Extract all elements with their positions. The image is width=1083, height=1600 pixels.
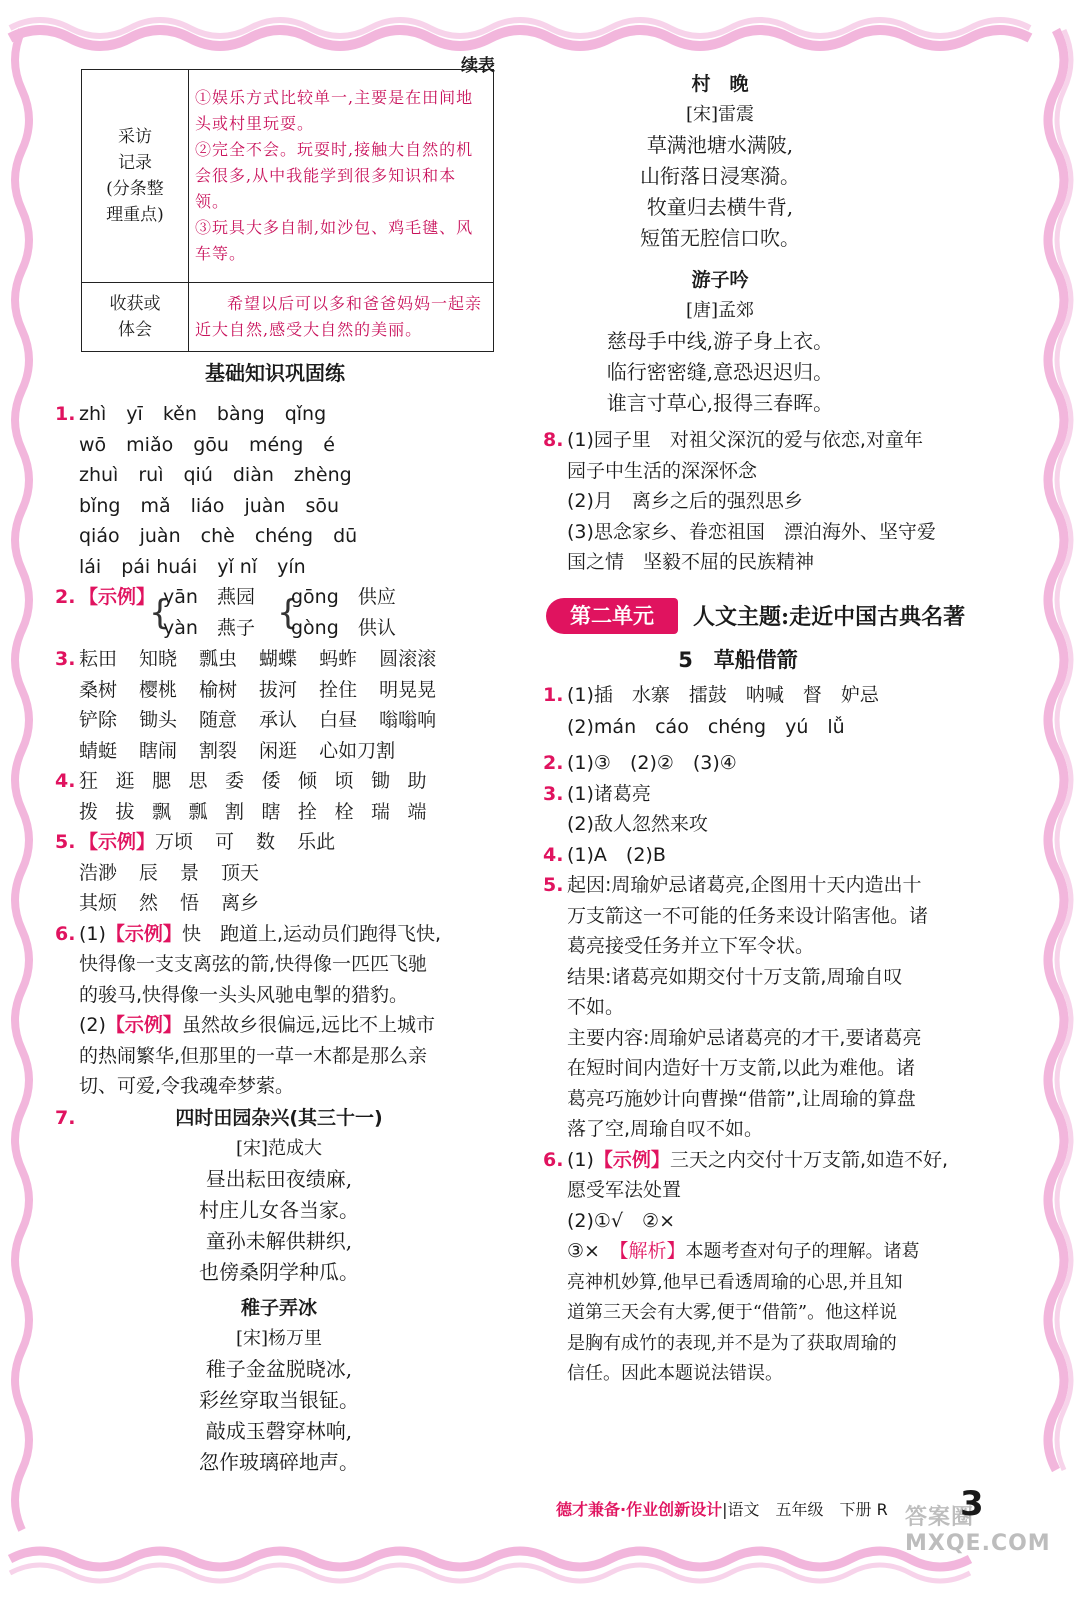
question-5: 5. 【示例】万顷 可 数 乐此 浩渺 辰 景 顶天 其烦 然 悟 离乡	[55, 831, 336, 914]
poem-title: 游子吟	[691, 269, 749, 291]
unit-tag: 第二单元	[546, 598, 678, 634]
unit-theme: 人文主题:走近中国古典名著	[693, 603, 966, 630]
question-1: 1. zhì yī kěn bàng qǐng wō miǎo gōu méng é zhuì ruì qiú diàn zhèng bǐng mǎ liáo juàn sōu qiáo juàn chè chéng dū lái pái huái yǐ nǐ yín	[55, 403, 358, 578]
question-4: 4. 狂 逛 腮 思 委 倭 倾 顷 锄 助 拨 拔 飘 瓢 割 瞎 拴 栓 瑞 端	[55, 770, 427, 823]
question-7: 7. 四时田园杂兴(其三十一) [宋]范成大 昼出耘田夜绩麻, 村庄儿女各当家。 童孙未解供耕织, 也傍桑阴学种瓜。 稚子弄冰 [宋]杨万里 稚子金盆脱晓冰, 彩丝穿取当银钲。 敲成玉磬穿林响, 忽作玻璃碎地声。	[55, 1102, 510, 1478]
right-column	[543, 68, 1008, 1390]
row-label-interview: 采访 记录 (分条整 理重点)	[82, 70, 189, 283]
table-row	[82, 70, 494, 283]
poem-title: 稚子弄冰	[240, 1296, 317, 1319]
interview-table	[81, 69, 494, 352]
table-row	[82, 283, 494, 352]
decorative-border-left	[0, 0, 40, 1600]
footer	[556, 1497, 888, 1520]
footer-meta: |语文 五年级 下册 R	[722, 1500, 888, 1519]
poem-you-zi-yin: 游子吟 [唐]孟郊 慈母手中线,游子身上衣。 临行密密缝,意恐迟迟归。 谁言寸草心,报得三春晖。	[543, 264, 885, 419]
continued-label: 续表	[461, 56, 495, 76]
footer-brand: 德才兼备·作业创新设计	[556, 1500, 723, 1519]
poem-title: 四时田园杂兴(其三十一)	[175, 1106, 383, 1129]
poem-cun-wan: 村 晚 [宋]雷震 草满池塘水满陂, 山衔落日浸寒漪。 牧童归去横牛背, 短笛无腔信口吹。	[543, 68, 885, 254]
page-number: 3	[960, 1484, 984, 1524]
left-brace: {	[149, 593, 171, 633]
row-label-gains: 收获或 体会	[82, 283, 189, 352]
decorative-border-right	[1028, 0, 1083, 1600]
lesson-title: 5 草船借箭	[678, 647, 798, 672]
watermark: 答案圈 MXQE.COM	[905, 1505, 1051, 1556]
question-2: 2. 【示例】 { yān 燕园 yàn 燕子 { gōng 供应 gòng 供认	[55, 586, 396, 639]
unit-banner	[543, 594, 1008, 640]
left-brace: {	[277, 593, 299, 633]
handwritten-gains: 希望以后可以多和爸爸妈妈一起亲近大自然,感受大自然的美丽。	[189, 283, 494, 352]
basics-section	[55, 357, 510, 1478]
question-6: 6. (1)【示例】快 跑道上,运动员们跑得飞快, 快得像一支支离弦的箭,快得像一匹匹飞驰 的骏马,快得像一头头风驰电掣的猎豹。 (2)【示例】虽然故乡很偏远,远比不上城市 的热闹繁华,但那里的一草一木都是那么亲 切、可爱,令我魂牵梦萦。	[55, 922, 442, 1097]
poem-author: [宋]范成大	[235, 1137, 323, 1159]
poem-title: 村 晚	[691, 73, 749, 95]
answers-lesson-5: 1. (1)插 水寨 擂鼓 呐喊 督 妒忌 (2)mán cáo chéng yú lǚ 2. (1)③ (2)② (3)④ 3. (1)诸葛亮 (2)敌人忽然来攻 4. (1)A (2)B 5. 起因:周瑜妒忌诸葛亮,企图用十天内造出十 万支箭这一不可能的任务来设计陷害他。诸 葛亮接受任务并立下军令状。 结果:诸葛亮如期交付十万支箭,周瑜自叹 不如。 主要内容:周瑜妒忌诸葛亮的才干,要诸葛亮 在短时间内造好十万支箭,以此为难他。诸 葛亮巧施妙计向曹操“借箭”,让周瑜的算盘 落了空,周瑜自叹不如。 6. (1)【示例】三天之内交付十万支箭,如造不好, 愿受军法处置 (2)①√ ②× ③× 【解析】本题考查对句子的理解。诸葛 亮神机妙算,他早已看透周瑜的心思,并且知 道第三天会有大雾,便于“借箭”。他这样说 是胸有成竹的表现,并不是为了获取周瑜的 信任。因此本题说法错误。	[543, 683, 949, 1384]
section-title: 基础知识巩固练	[205, 361, 345, 385]
handwritten-interview-notes: ①娱乐方式比较单一,主要是在田间地头或村里玩耍。 ②完全不会。玩耍时,接触大自然的机会很多,从中我能学到很多知识和本领。 ③玩具大多自制,如沙包、鸡毛毽、风车等。	[189, 70, 494, 283]
poem-author: [唐]孟郊	[685, 300, 755, 321]
poem-author: [宋]雷震	[685, 104, 755, 125]
question-8: 8. (1)园子里 对祖父深沉的爱与依恋,对童年 园子中生活的深深怀念 (2)月 离乡之后的强烈思乡 (3)思念家乡、眷恋祖国 漂泊海外、坚守爱 国之情 坚毅不屈的民族精神	[543, 429, 936, 573]
question-3: 3. 耘田 知晓 瓢虫 蝴蝶 蚂蚱 圆滚滚 桑树 樱桃 榆树 拔河 拴住 明晃晃 铲除 锄头 随意 承认 白昼 嗡嗡响 蜻蜓 瞎闹 割裂 闲逛 心如刀割	[55, 648, 437, 762]
poem-author: [宋]杨万里	[235, 1327, 323, 1349]
